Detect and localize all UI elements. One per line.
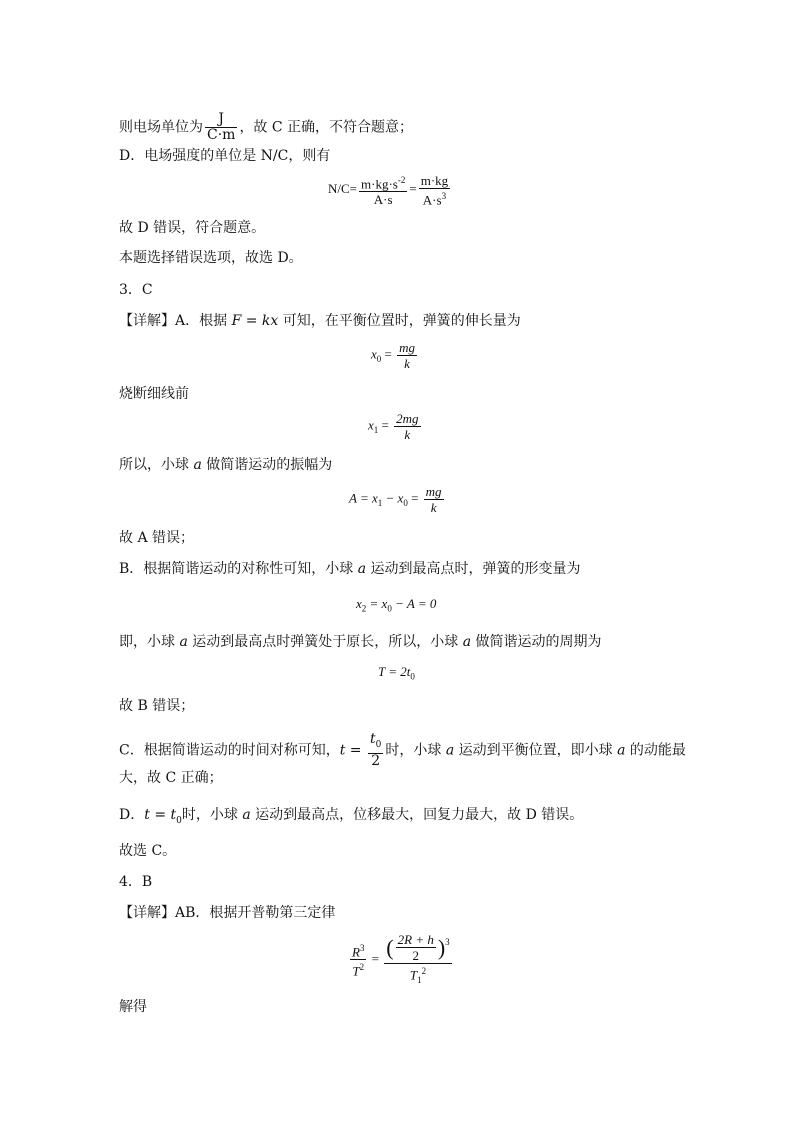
text-D-wrong: 故 D 错误，符合题意。	[119, 220, 266, 236]
text-q4-detail: 【详解】AB．根据开普勒第三定律	[119, 905, 336, 921]
text-D-intro: D．电场强度的单位是 N/C，则有	[119, 148, 331, 164]
equation-nc: N/C= $\frac{m\cdot kg\cdot s^{-2}}{A\cdot s}$ = $\frac{m\cdot kg}{A\cdot s^3}$	[328, 173, 449, 208]
text-B-wrong: 故 B 错误；	[119, 698, 195, 714]
text-solve: 解得	[119, 999, 147, 1015]
equation-kepler: $\frac{R^3}{T^2}$ = ( $\frac{2R + h}{2}$ )$^3$ $T_1^2$	[352, 932, 450, 985]
text-q3-detail: 【详解】A．根据 F = kx 可知，在平衡位置时，弹簧的伸长量为	[119, 313, 521, 329]
equation-x2: $x_2 = x_0 - A = 0$	[356, 596, 437, 614]
text-D-detail: D．$t = t_0$时，小球 a 运动到最高点，位移最大，回复力最大，故 D 错误。	[119, 807, 584, 826]
text-C-detail: C．根据简谐运动的时间对称可知，t = $\frac{t_0}{2}$ 时，小球 a 运动到平衡位置，即小球 a 的动能最	[119, 731, 686, 769]
equation-x0: $x_0$ = $\frac{mg}{k}$	[371, 340, 416, 371]
text-before-burn: 烧断细线前	[119, 386, 189, 402]
text-choose-C: 故选 C。	[119, 843, 177, 859]
equation-x1: $x_1$ = $\frac{2mg}{k}$	[368, 411, 419, 442]
text-q4-answer: 4．B	[119, 874, 153, 890]
text-A-wrong: 故 A 错误；	[119, 530, 195, 546]
text-period: 即，小球 a 运动到最高点时弹簧处于原长，所以，小球 a 做简谐运动的周期为	[119, 634, 602, 650]
text-C-correct: 大，故 C 正确；	[119, 770, 223, 786]
text-choose-D: 本题选择错误选项，故选 D。	[119, 250, 303, 266]
equation-T: $T = 2t_0$	[378, 664, 415, 682]
text-electric-unit: 则电场单位为 $\frac{J}{C\cdot m}$ ，故 C 正确，不符合题意；	[119, 111, 414, 143]
text-q3-answer: 3．C	[119, 282, 153, 298]
text-B-detail: B．根据简谐运动的对称性可知，小球 a 运动到最高点时，弹簧的形变量为	[119, 561, 581, 577]
text-amplitude: 所以，小球 a 做简谐运动的振幅为	[119, 457, 333, 473]
fraction-unit: $\frac{J}{C\cdot m}$	[207, 111, 236, 143]
equation-A: $A = x_1 - x_0$ = $\frac{mg}{k}$	[349, 484, 442, 515]
